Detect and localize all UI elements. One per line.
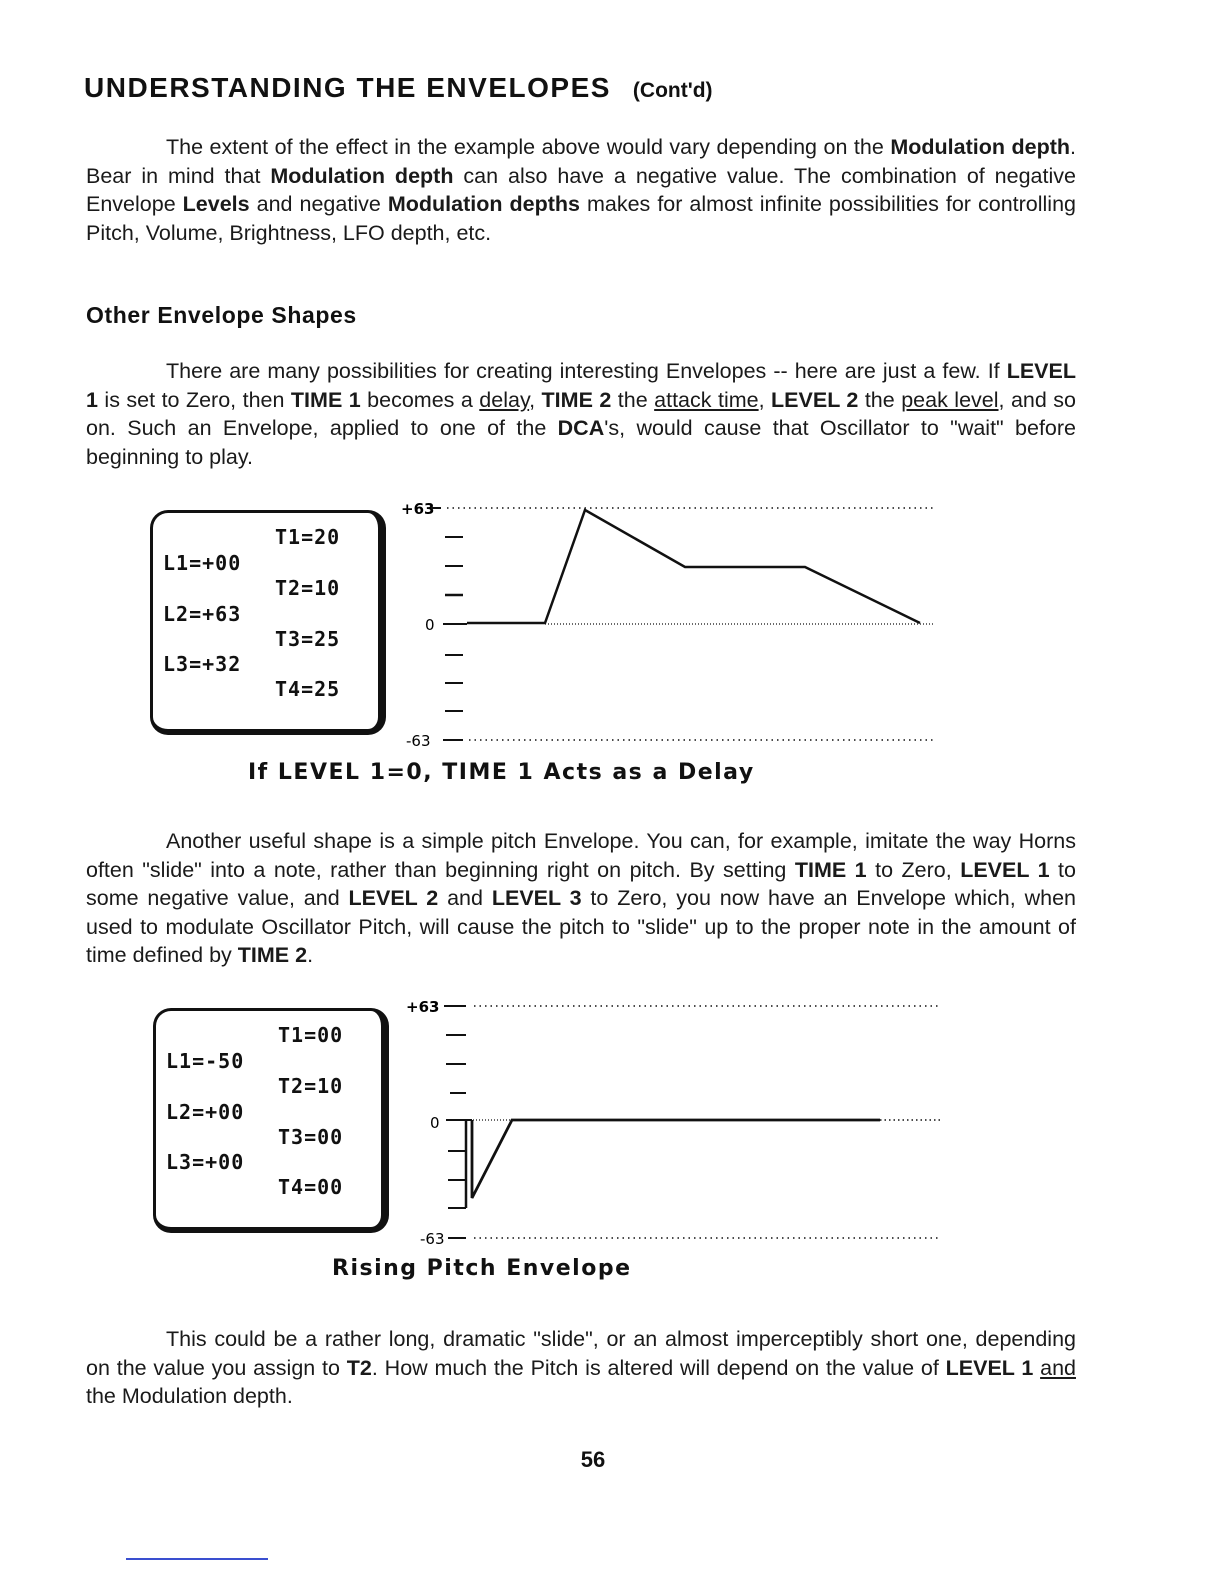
para1-text-5: makes for almost infinite possibilities for controlling Pitch, Volume, Brightness, LFO depth, etc.	[86, 192, 1076, 245]
env1-param-t2: T2=10	[275, 576, 341, 600]
para3-text-6: .	[307, 943, 314, 967]
envelope1-graph	[395, 495, 940, 750]
para4-underline-1: and	[1040, 1355, 1076, 1380]
env1-axis-bottom-label: -63	[406, 732, 431, 750]
env2-axis-bottom-label: -63	[420, 1230, 445, 1248]
env2-axis-zero-label: 0	[430, 1114, 440, 1132]
para3-bold-2: LEVEL 1	[960, 857, 1050, 882]
para1-bold-3: Levels	[182, 192, 250, 216]
para3-text-3: to some negative value, and	[86, 857, 1076, 910]
para2-text-5: the	[611, 387, 655, 412]
env1-axis-top-label: +63	[401, 500, 435, 518]
para2-underline-1: delay	[479, 387, 530, 412]
paragraph-modulation-depth	[86, 133, 1076, 247]
env2-param-t1: T1=00	[278, 1023, 344, 1047]
para2-bold-3: TIME 2	[541, 387, 612, 412]
para2-underline-2: attack time	[654, 387, 759, 412]
para1-bold-2: Modulation depth	[270, 163, 454, 188]
para2-bold-2: TIME 1	[290, 387, 361, 412]
para2-bold-1: LEVEL 1	[86, 359, 1076, 412]
para1-text-1: The extent of the effect in the example above would vary depending on the	[166, 135, 891, 159]
para2-text-8: , and so on. Such an Envelope, applied to one of the	[86, 387, 1076, 440]
envelope2-graph	[400, 993, 945, 1248]
para4-text-4: the Modulation depth.	[86, 1384, 293, 1408]
env2-param-l3: L3=+00	[166, 1150, 245, 1174]
para2-text-1: There are many possibilities for creating interesting Envelopes -- here are just a few. If	[166, 359, 1007, 383]
para2-text-9: 's, would cause that Oscillator to "wait" before beginning to play.	[86, 416, 1077, 469]
para4-text-2: . How much the Pitch is altered will depend on the value of	[371, 1355, 946, 1380]
page-number: 56	[580, 1447, 606, 1472]
env1-param-l2: L2=+63	[163, 602, 242, 626]
env2-axis-top-label: +63	[406, 998, 440, 1016]
para1-text-4: and negative	[249, 192, 388, 216]
para3-bold-4: LEVEL 3	[491, 886, 582, 910]
para1-bold-1: Modulation depth	[890, 135, 1070, 159]
env1-param-t3: T3=25	[275, 627, 341, 651]
env1-param-l1: L1=+00	[163, 551, 242, 575]
para2-text-7: the	[858, 387, 902, 412]
env2-param-t3: T3=00	[278, 1125, 344, 1149]
para3-text-4: and	[438, 886, 492, 910]
para1-text-3: can also have a negative value. The combination of negative Envelope	[86, 163, 1076, 216]
para2-text-6: ,	[758, 387, 772, 412]
para3-bold-3: LEVEL 2	[348, 886, 439, 910]
env1-axis-zero-label: 0	[425, 616, 435, 634]
envelope2-params-box	[153, 1008, 389, 1233]
para3-bold-5: TIME 2	[237, 943, 308, 967]
paragraph-envelope-shapes	[86, 357, 1076, 471]
scan-artifact-line	[126, 1558, 268, 1560]
envelope1-params-box	[150, 510, 386, 735]
para3-text-1: Another useful shape is a simple pitch Envelope. You can, for example, imitate the way Horns often "slide" into a note, rather than beginning right on pitch. By setting	[86, 829, 1076, 882]
paragraph-pitch-envelope	[86, 827, 1076, 970]
env1-param-l3: L3=+32	[163, 652, 242, 676]
page-title	[84, 72, 713, 104]
env2-param-l2: L2=+00	[166, 1100, 245, 1124]
para3-text-5: to Zero, you now have an Envelope which, when used to modulate Oscillator Pitch, will cause the pitch to "slide" up to the proper note in the amount of time defined by	[86, 886, 1076, 967]
env1-param-t1: T1=20	[275, 525, 341, 549]
envelope1-caption: If LEVEL 1=0, TIME 1 Acts as a Delay	[248, 760, 755, 785]
env2-param-t2: T2=10	[278, 1074, 344, 1098]
para2-text-4: ,	[529, 387, 542, 412]
para2-underline-3: peak level	[901, 387, 999, 412]
para2-text-3: becomes a	[360, 387, 480, 412]
para4-bold-1: T2	[346, 1355, 372, 1380]
para2-bold-4: LEVEL 2	[771, 387, 859, 412]
paragraph-slide-length	[86, 1325, 1076, 1411]
section-heading: Other Envelope Shapes	[86, 302, 357, 328]
envelope2-caption: Rising Pitch Envelope	[332, 1256, 632, 1281]
env2-param-l1: L1=-50	[166, 1049, 245, 1073]
env1-envelope-curve	[467, 510, 920, 623]
para2-text-2: is set to Zero, then	[97, 387, 291, 412]
para3-bold-1: TIME 1	[794, 857, 867, 882]
env2-param-t4: T4=00	[278, 1175, 344, 1199]
para1-bold-4: Modulation depths	[387, 192, 580, 216]
env2-envelope-curve	[472, 1120, 880, 1198]
env1-param-t4: T4=25	[275, 677, 341, 701]
para4-bold-2: LEVEL 1	[945, 1355, 1034, 1380]
para1-text-2: . Bear in mind that	[86, 135, 1076, 188]
title-text: UNDERSTANDING THE ENVELOPES	[84, 72, 611, 103]
para3-text-2: to Zero,	[866, 857, 961, 882]
para2-bold-5: DCA	[557, 416, 605, 440]
para4-text-1: This could be a rather long, dramatic "slide", or an almost imperceptibly short one, depending on the value you assign to	[86, 1327, 1076, 1380]
title-contd: (Cont'd)	[632, 79, 713, 102]
